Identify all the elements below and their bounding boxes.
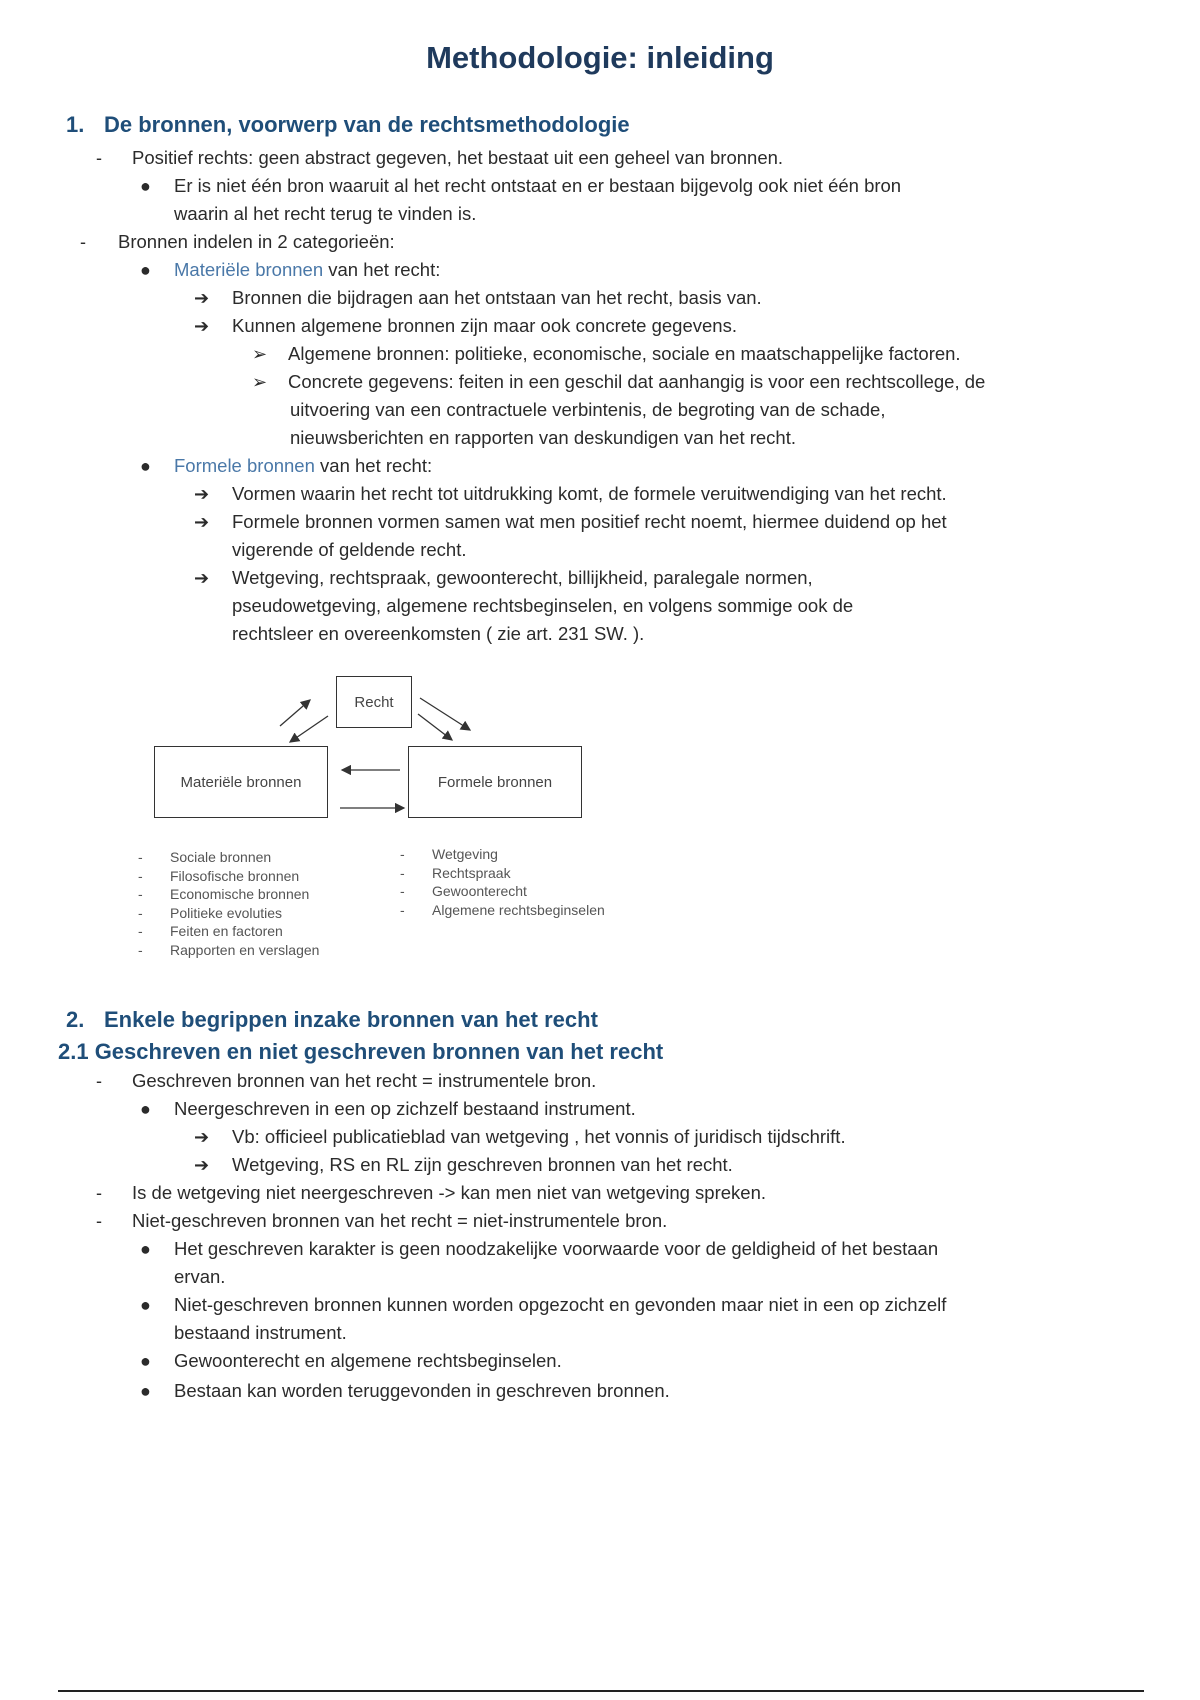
arrow-marker: ➔ [194, 512, 210, 532]
bullet-marker: ● [140, 1239, 151, 1259]
list-item: Kunnen algemene bronnen zijn maar ook concrete gegevens. [232, 315, 737, 336]
list-item: Er is niet één bron waaruit al het recht ontstaat en er bestaan bijgevolg ook niet één bron [174, 175, 902, 196]
dash-marker: - [96, 148, 102, 168]
arrow-recht-to-materiele [290, 716, 328, 742]
formele-bronnen-term: Formele bronnen [174, 455, 315, 476]
arrow-recht-to-formele-2 [418, 714, 452, 740]
bullet-marker: ● [140, 260, 151, 280]
list-item: Het geschreven karakter is geen noodzakelijke voorwaarde voor de geldigheid of het bestaan [174, 1238, 939, 1259]
list-item-continuation: waarin al het recht terug te vinden is. [174, 203, 477, 224]
arrow-marker: ➔ [194, 568, 210, 588]
arrowhead-marker: ➢ [252, 372, 268, 392]
diagram-box-materiele: Materiële bronnen [154, 746, 328, 818]
list-item: Wetgeving, RS en RL zijn geschreven bronnen van het recht. [232, 1154, 733, 1175]
list-item: Concrete gegevens: feiten in een geschil dat aanhangig is voor een rechtscollege, de [288, 371, 986, 392]
bullet-marker: ● [140, 176, 151, 196]
arrow-recht-to-formele-1 [420, 698, 470, 730]
dash-marker: - [80, 232, 86, 252]
section-1-number: 1. [66, 112, 85, 137]
bullet-marker: ● [140, 1381, 151, 1401]
list-item-continuation: pseudowetgeving, algemene rechtsbeginselen, en volgens sommige ook de [232, 595, 854, 616]
list-item: Bestaan kan worden teruggevonden in geschreven bronnen. [174, 1380, 670, 1401]
arrow-materiele-to-recht [280, 700, 310, 726]
materiele-bronnen-rest: van het recht: [323, 259, 441, 280]
section-2-title: Enkele begrippen inzake bronnen van het recht [104, 1007, 598, 1032]
section-1-title: De bronnen, voorwerp van de rechtsmethodologie [104, 112, 630, 137]
list-item-continuation: bestaand instrument. [174, 1322, 347, 1343]
list-item: Niet-geschreven bronnen van het recht = niet-instrumentele bron. [132, 1210, 668, 1231]
list-item: Bronnen indelen in 2 categorieën: [118, 231, 395, 252]
list-item: - Economische bronnen [138, 885, 319, 904]
section-2-heading [66, 1007, 598, 1033]
formele-bronnen-rest: van het recht: [314, 455, 433, 476]
list-item-continuation: vigerende of geldende recht. [232, 539, 467, 560]
arrow-marker: ➔ [194, 1155, 210, 1175]
dash-marker: - [96, 1071, 102, 1091]
footer-rule [58, 1690, 1144, 1692]
bullet-marker: ● [140, 1099, 151, 1119]
dash-marker: - [96, 1211, 102, 1231]
formele-bronnen-list [400, 845, 605, 919]
list-item: Gewoonterecht en algemene rechtsbeginselen. [174, 1350, 562, 1371]
bullet-marker: ● [140, 456, 151, 476]
bullet-marker: ● [140, 1351, 151, 1371]
list-item: Vb: officieel publicatieblad van wetgeving , het vonnis of juridisch tijdschrift. [232, 1126, 846, 1147]
arrow-marker: ➔ [194, 1127, 210, 1147]
list-item: Positief rechts: geen abstract gegeven, het bestaat uit een geheel van bronnen. [132, 147, 784, 168]
list-item: - Rapporten en verslagen [138, 941, 319, 960]
section-2-1-heading: 2.1 Geschreven en niet geschreven bronnen van het recht [58, 1039, 664, 1064]
list-item: - Filosofische bronnen [138, 867, 319, 886]
list-item: - Gewoonterecht [400, 882, 605, 901]
list-item-continuation: nieuwsberichten en rapporten van deskundigen van het recht. [290, 427, 797, 448]
bullet-marker: ● [140, 1295, 151, 1315]
list-item: Algemene bronnen: politieke, economische, sociale en maatschappelijke factoren. [288, 343, 961, 364]
materiele-bronnen-term: Materiële bronnen [174, 259, 324, 280]
list-item-continuation: ervan. [174, 1266, 226, 1287]
list-item-continuation: uitvoering van een contractuele verbintenis, de begroting van de schade, [290, 399, 886, 420]
list-item: Formele bronnen vormen samen wat men positief recht noemt, hiermee duidend op het [232, 511, 947, 532]
list-item: - Feiten en factoren [138, 922, 319, 941]
list-item: Bronnen die bijdragen aan het ontstaan van het recht, basis van. [232, 287, 762, 308]
materiele-bronnen-list [138, 848, 319, 959]
arrowhead-marker: ➢ [252, 344, 268, 364]
list-item: Geschreven bronnen van het recht = instrumentele bron. [132, 1070, 597, 1091]
list-item: - Sociale bronnen [138, 848, 319, 867]
diagram-box-recht: Recht [336, 676, 412, 728]
section-2-number: 2. [66, 1007, 85, 1032]
list-item: - Wetgeving [400, 845, 605, 864]
arrow-marker: ➔ [194, 288, 210, 308]
list-item: - Algemene rechtsbeginselen [400, 901, 605, 920]
list-item: Niet-geschreven bronnen kunnen worden opgezocht en gevonden maar niet in een op zichzelf [174, 1294, 947, 1315]
list-item: Wetgeving, rechtspraak, gewoonterecht, billijkheid, paralegale normen, [232, 567, 813, 588]
list-item: Is de wetgeving niet neergeschreven -> kan men niet van wetgeving spreken. [132, 1182, 767, 1203]
arrow-marker: ➔ [194, 484, 210, 504]
list-item: Neergeschreven in een op zichzelf bestaand instrument. [174, 1098, 636, 1119]
dash-marker: - [96, 1183, 102, 1203]
list-item: - Rechtspraak [400, 864, 605, 883]
list-item: - Politieke evoluties [138, 904, 319, 923]
diagram-box-formele: Formele bronnen [408, 746, 582, 818]
page-title: Methodologie: inleiding [426, 40, 774, 75]
list-item: Vormen waarin het recht tot uitdrukking komt, de formele veruitwendiging van het recht. [232, 483, 947, 504]
arrow-marker: ➔ [194, 316, 210, 336]
list-item-continuation: rechtsleer en overeenkomsten ( zie art. 231 SW. ). [232, 623, 645, 644]
